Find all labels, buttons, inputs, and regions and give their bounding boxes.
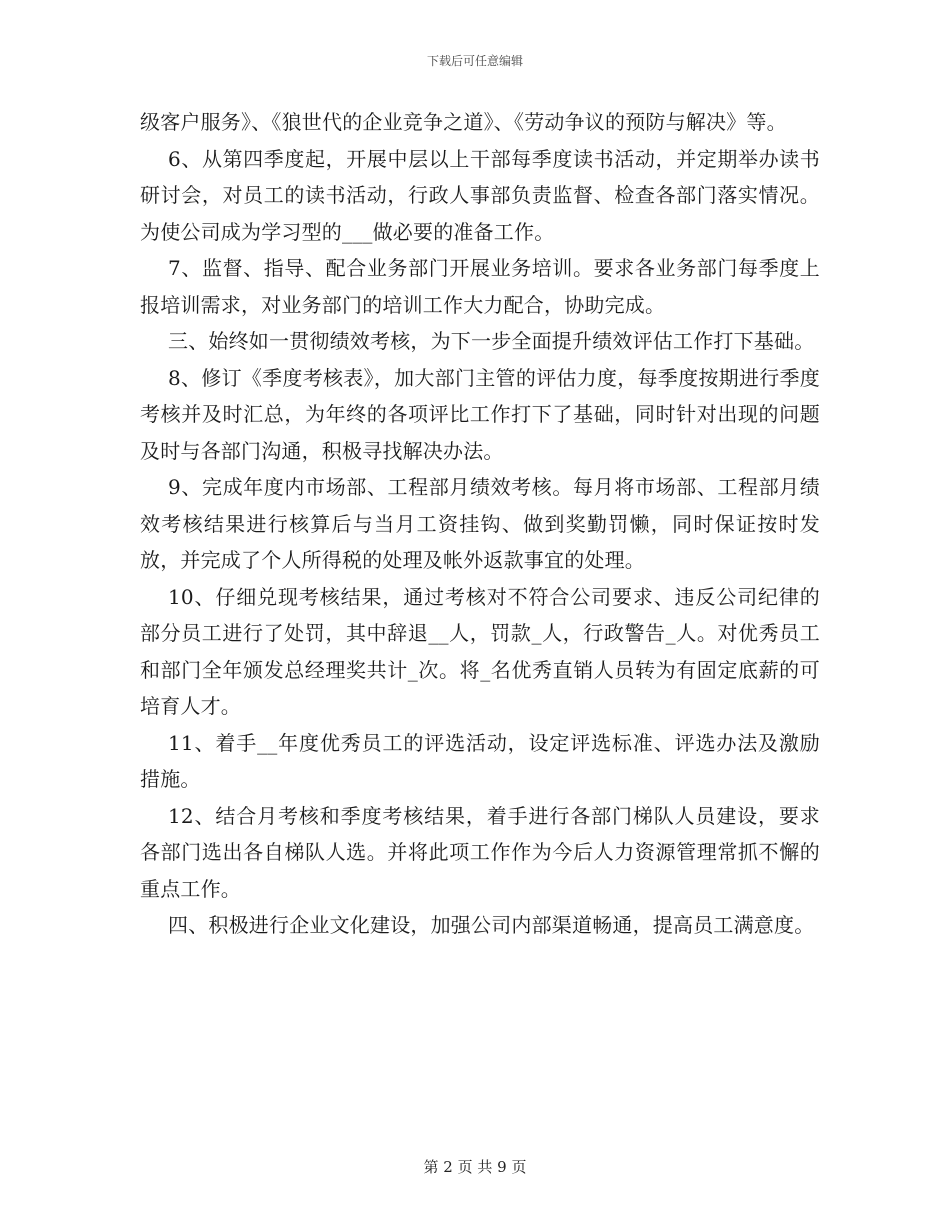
paragraph-5: 8、修订《季度考核表》，加大部门主管的评估力度，每季度按期进行季度考核并及时汇总，为年终的各项评比工作打下了基础，同时针对出现的问题及时与各部门沟通，积极寻找解决办法。	[140, 365, 820, 463]
page-footer: 第 2 页 共 9 页	[423, 1158, 527, 1176]
paragraph-3: 7、监督、指导、配合业务部门开展业务培训。要求各业务部门每季度上报培训需求，对业务部门的培训工作大力配合，协助完成。	[140, 256, 820, 317]
document-body	[140, 104, 820, 944]
paragraph-2: 6、从第四季度起，开展中层以上干部每季度读书活动，并定期举办读书研讨会，对员工的读书活动，行政人事部负责监督、检查各部门落实情况。为使公司成为学习型的___做必要的准备工作。	[140, 146, 820, 244]
paragraph-7: 10、仔细兑现考核结果，通过考核对不符合公司要求、违反公司纪律的部分员工进行了处罚，其中辞退__人，罚款_人，行政警告_人。对优秀员工和部门全年颁发总经理奖共计_次。将_名优秀直销人员转为有固定底薪的可培育人才。	[140, 584, 820, 718]
paragraph-1: 级客户服务》、《狼世代的企业竞争之道》、《劳动争议的预防与解决》等。	[140, 110, 787, 134]
page-header: 下载后可任意编辑	[426, 54, 523, 68]
paragraph-6: 9、完成年度内市场部、工程部月绩效考核。每月将市场部、工程部月绩效考核结果进行核算后与当月工资挂钩、做到奖勤罚懒，同时保证按时发放，并完成了个人所得税的处理及帐外返款事宜的处理。	[140, 475, 820, 572]
section-heading-4: 四、积极进行企业文化建设，加强公司内部渠道畅通，提高员工满意度。	[168, 913, 815, 937]
paragraph-8: 11、着手__年度优秀员工的评选活动，设定评选标准、评选办法及激励措施。	[140, 730, 820, 791]
paragraph-9: 12、结合月考核和季度考核结果，着手进行各部门梯队人员建设，要求各部门选出各自梯队人选。并将此项工作作为今后人力资源管理常抓不懈的重点工作。	[140, 803, 820, 901]
section-heading-3: 三、始终如一贯彻绩效考核，为下一步全面提升绩效评估工作打下基础。	[168, 329, 815, 353]
